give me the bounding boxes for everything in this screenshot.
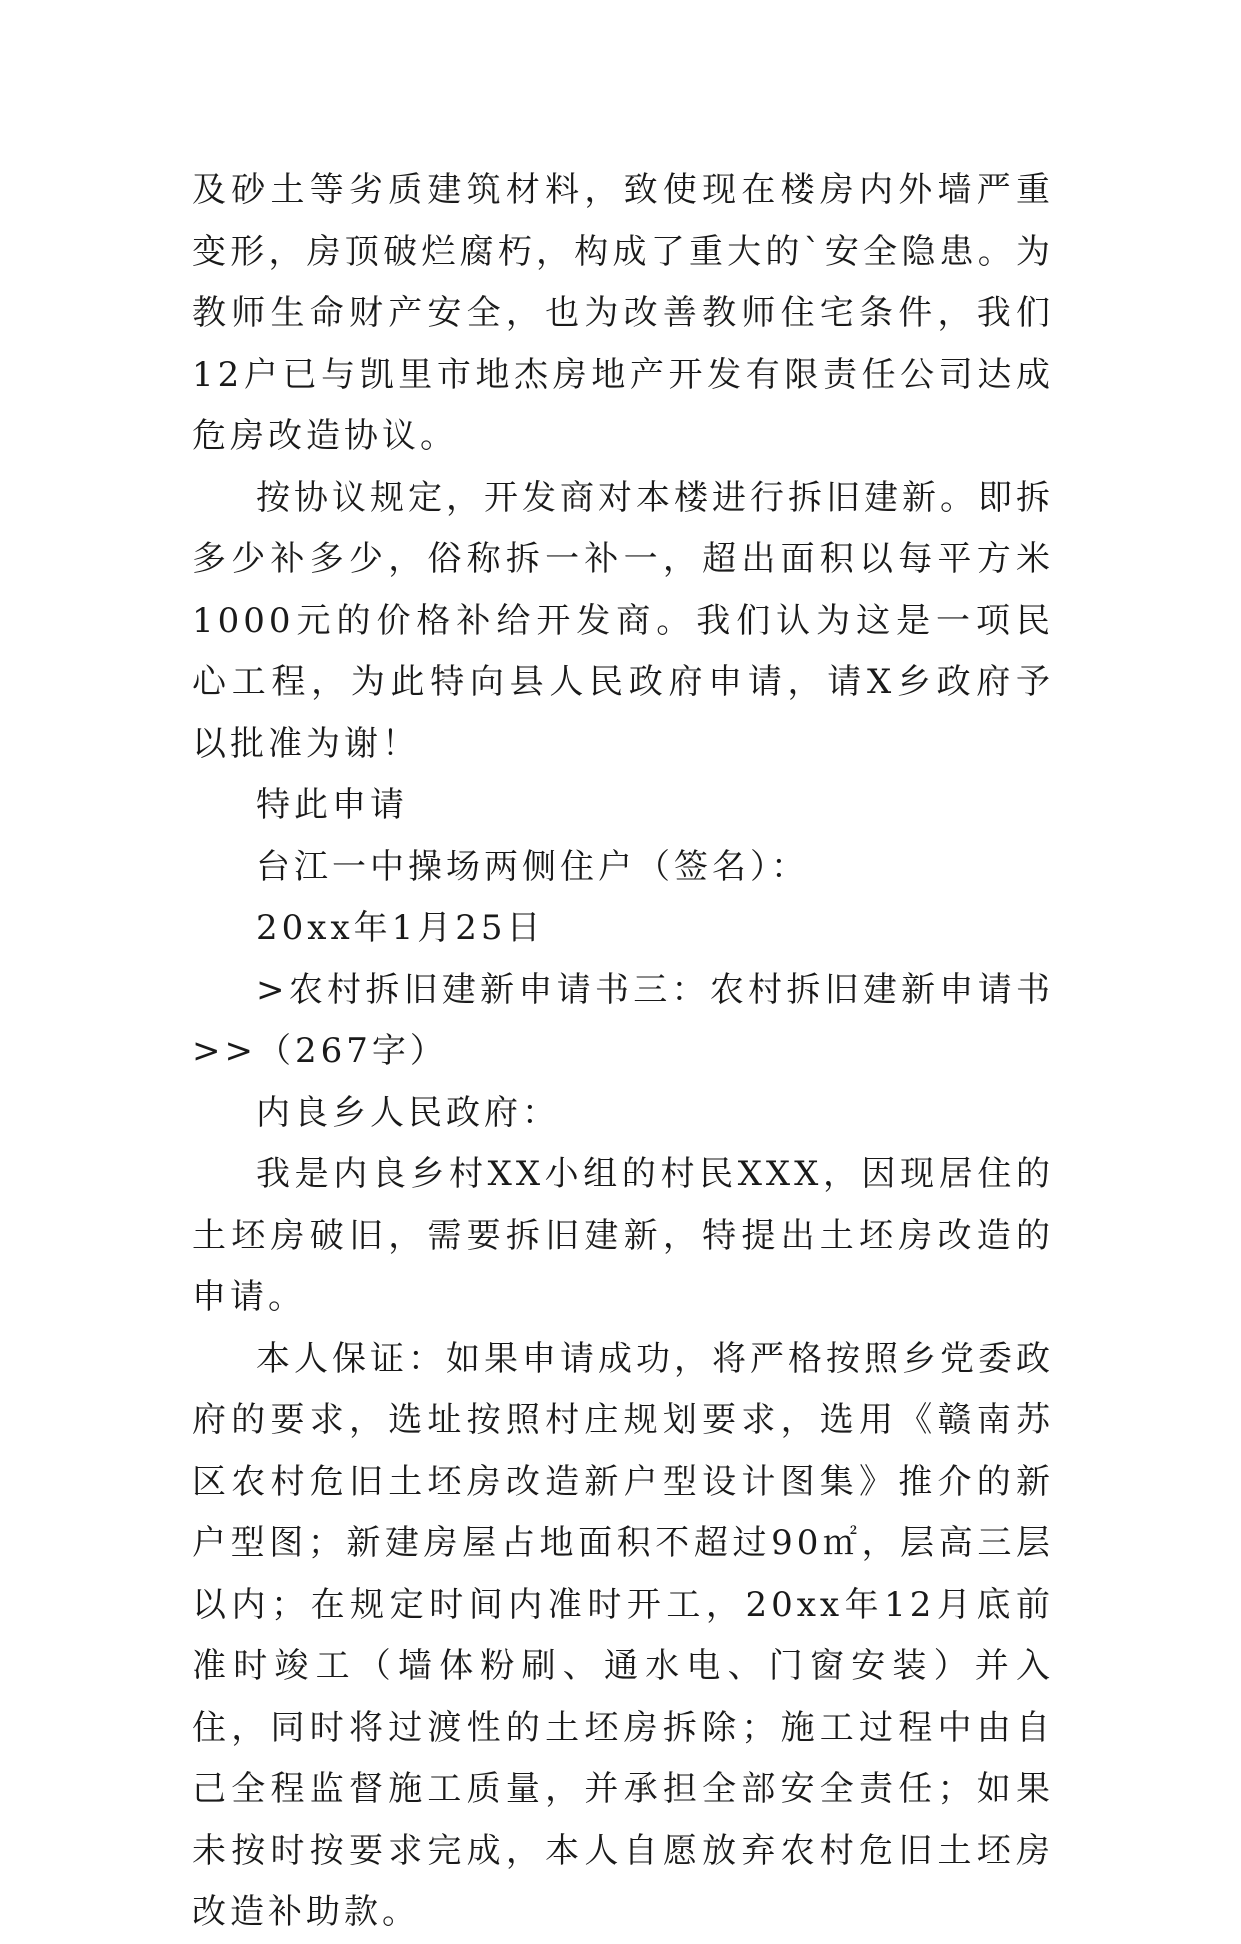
paragraph-closing: 特此申请 [256, 785, 408, 825]
paragraph-agreement: 按协议规定，开发商对本楼进行拆旧建新。即拆多少补多少，俗称拆一补一，超出面积以每平方米1000元的价格补给开发商。我们认为这是一项民心工程，为此特向县人民政府申请，请X乡政府予以批准为谢！ [192, 477, 1054, 764]
paragraph-addressee: 内良乡人民政府： [256, 1092, 560, 1133]
paragraph-signature: 台江一中操场两侧住户（签名）： [256, 846, 809, 887]
paragraph-date: 20xx年1月25日 [256, 908, 545, 948]
document-body [192, 160, 1054, 1944]
paragraph-request: 我是内良乡村XX小组的村民XXX，因现居住的土坯房破旧，需要拆旧建新，特提出土坯房改造的申请。 [192, 1154, 1054, 1317]
paragraph-section-title: >农村拆旧建新申请书三：农村拆旧建新申请书>>（267字） [192, 969, 1054, 1071]
paragraph-continuation: 及砂土等劣质建筑材料，致使现在楼房内外墙严重变形，房顶破烂腐朽，构成了重大的`安全隐患。为教师生命财产安全，也为改善教师住宅条件，我们12户已与凯里市地杰房地产开发有限责任公司达成危房改造协议。 [192, 170, 1054, 456]
paragraph-guarantee: 本人保证：如果申请成功，将严格按照乡党委政府的要求，选址按照村庄规划要求，选用《赣南苏区农村危旧土坯房改造新户型设计图集》推介的新户型图；新建房屋占地面积不超过90㎡，层高三层以内；在规定时间内准时开工，20xx年12月底前准时竣工（墙体粉刷、通水电、门窗安装）并入住，同时将过渡性的土坯房拆除；施工过程中由自己全程监督施工质量，并承担全部安全责任；如果未按时按要求完成，本人自愿放弃农村危旧土坯房改造补助款。 [192, 1338, 1054, 1932]
